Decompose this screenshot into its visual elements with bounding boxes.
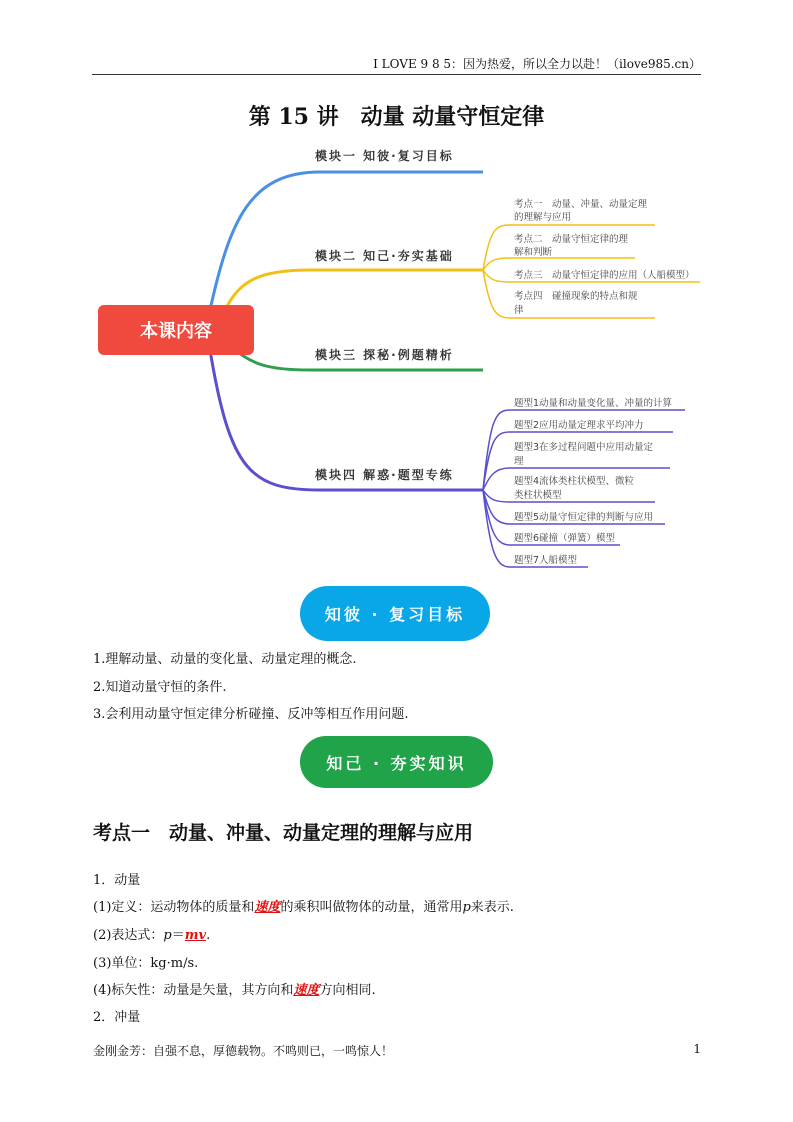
page-title: 第 15 讲 动量 动量守恒定律: [248, 104, 545, 130]
mindmap-item: 题型5动量守恒定律的判断与应用: [514, 512, 654, 523]
mindmap-item: 题型3在多过程问题中应用动量定 理: [514, 442, 654, 467]
goal-item: 1.理解动量、动量的变化量、动量定理的概念.: [93, 652, 357, 667]
content-line: (2)表达式：p＝mv.: [93, 928, 211, 943]
branch-label-3: 模块三 探秘·例题精析: [315, 348, 454, 362]
branch-label-4: 模块四 解惑·题型专练: [315, 468, 454, 482]
page-number: 1: [693, 1042, 701, 1056]
mindmap-item: 题型2应用动量定理求平均冲力: [514, 420, 644, 431]
mindmap-item: 题型6碰撞（弹簧）模型: [514, 533, 616, 544]
mindmap-item: 考点二 动量守恒定律的理 解和判断: [514, 234, 629, 258]
footer-motto: 金刚金芳：自强不息，厚德载物。不鸣则已，一鸣惊人！: [93, 1044, 394, 1058]
mind-map: [0, 140, 793, 580]
content-line: (3)单位：kg·m/s.: [93, 956, 199, 971]
mindmap-item: 考点三 动量守恒定律的应用（人船模型）: [514, 270, 695, 281]
branch-label-2: 模块二 知己·夯实基础: [315, 249, 454, 263]
goal-item: 3.会利用动量守恒定律分析碰撞、反冲等相互作用问题.: [93, 707, 409, 722]
page-header: I LOVE 9 8 5：因为热爱，所以全力以赴！（ilove985.cn）: [92, 56, 701, 75]
mindmap-root-label: 本课内容: [140, 321, 212, 342]
mindmap-item: 考点四 碰撞现象的特点和规 律: [514, 291, 638, 316]
mindmap-item: 题型1动量和动量变化量、冲量的计算: [514, 398, 673, 409]
page-footer: [93, 1042, 701, 1059]
mindmap-item: 题型4流体类柱状模型、微粒 类柱状模型: [514, 476, 635, 501]
section-pill-foundation: 知己 · 夯实知识: [300, 736, 493, 788]
section-pill-review-goals: 知彼 · 复习目标: [300, 586, 490, 641]
mindmap-item: 题型7人船模型: [514, 555, 578, 566]
content-line: (4)标矢性：动量是矢量，其方向和速度方向相同.: [93, 983, 376, 998]
mindmap-item: 考点一 动量、冲量、动量定理 的理解与应用: [514, 199, 648, 223]
branch-curve-1: [210, 172, 483, 310]
blank-answer: 速度: [254, 900, 281, 915]
goal-item: 2.知道动量守恒的条件.: [93, 680, 227, 695]
blank-answer: mv: [184, 928, 207, 943]
blank-answer: 速度: [293, 983, 320, 998]
branch-curve-2: [225, 270, 483, 310]
branch-label-1: 模块一 知彼·复习目标: [315, 149, 454, 163]
content-line: 1．动量: [93, 873, 141, 888]
section-heading: 考点一 动量、冲量、动量定理的理解与应用: [93, 822, 474, 844]
content-line: (1)定义：运动物体的质量和速度的乘积叫做物体的动量，通常用p来表示.: [93, 900, 514, 915]
content-line: 2．冲量: [93, 1010, 141, 1025]
